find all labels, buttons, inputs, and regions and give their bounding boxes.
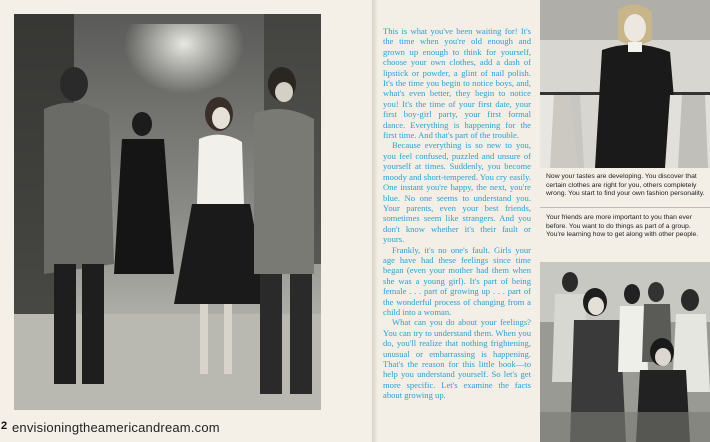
clothes-rack-photo — [540, 0, 710, 168]
body-text-column — [383, 26, 531, 426]
dance-photo — [14, 14, 321, 410]
paragraph: What can you do about your feelings? You can try to understand them. When you do, you'll realize that nothing frightening, unusual or embarrassing is happening. That's the reason for this little book—to help you understand yourself. So let's get more specific. Let's examine the facts about growing up. — [383, 317, 531, 401]
page-number: 2 — [1, 420, 8, 432]
watermark-text: envisioningtheamericandream.com — [12, 420, 220, 435]
paragraph: Because everything is so new to you, you feel confused, puzzled and unsure of yourself at times. Suddenly, you become moody and short-tempered. You cry easily. One instant you're happy, the next, you're blue. No one seems to understand you. Your parents, even your best friends, sometimes seem like strangers. And you don't know whether it's their fault or yours. — [383, 140, 531, 245]
caption-friends: Your friends are more important to you than ever before. You want to do things as part of a group. You're learning how to get along with other people. — [546, 214, 699, 239]
divider — [540, 207, 710, 208]
paragraph: This is what you've been waiting for! It's the time when you're old enough and grown up enough to think for yourself, choose your own clothes, add a dash of lipstick or powder, a glint of nail polish. It's the time you begin to notice boys, and, what's even better, they begin to notice you! It's the time of your first date, your first boy-girl party, your first formal dance. Everything is happening for the first time. And that's part of the trouble. — [383, 26, 531, 141]
group-photo — [540, 262, 710, 442]
caption-fashion: Now your tastes are developing. You discover that certain clothes are right for you, others completely wrong. You start to find your own fashion personality. — [546, 173, 705, 198]
right-column — [540, 0, 710, 442]
paragraph: Frankly, it's no one's fault. Girls your age have had these feelings since time began (even your mother had them when she was a young girl). It's part of being female . . . part of growing up . . . part of the wonderful process of changing from a child into a woman. — [383, 244, 531, 317]
page-gutter — [372, 0, 378, 442]
